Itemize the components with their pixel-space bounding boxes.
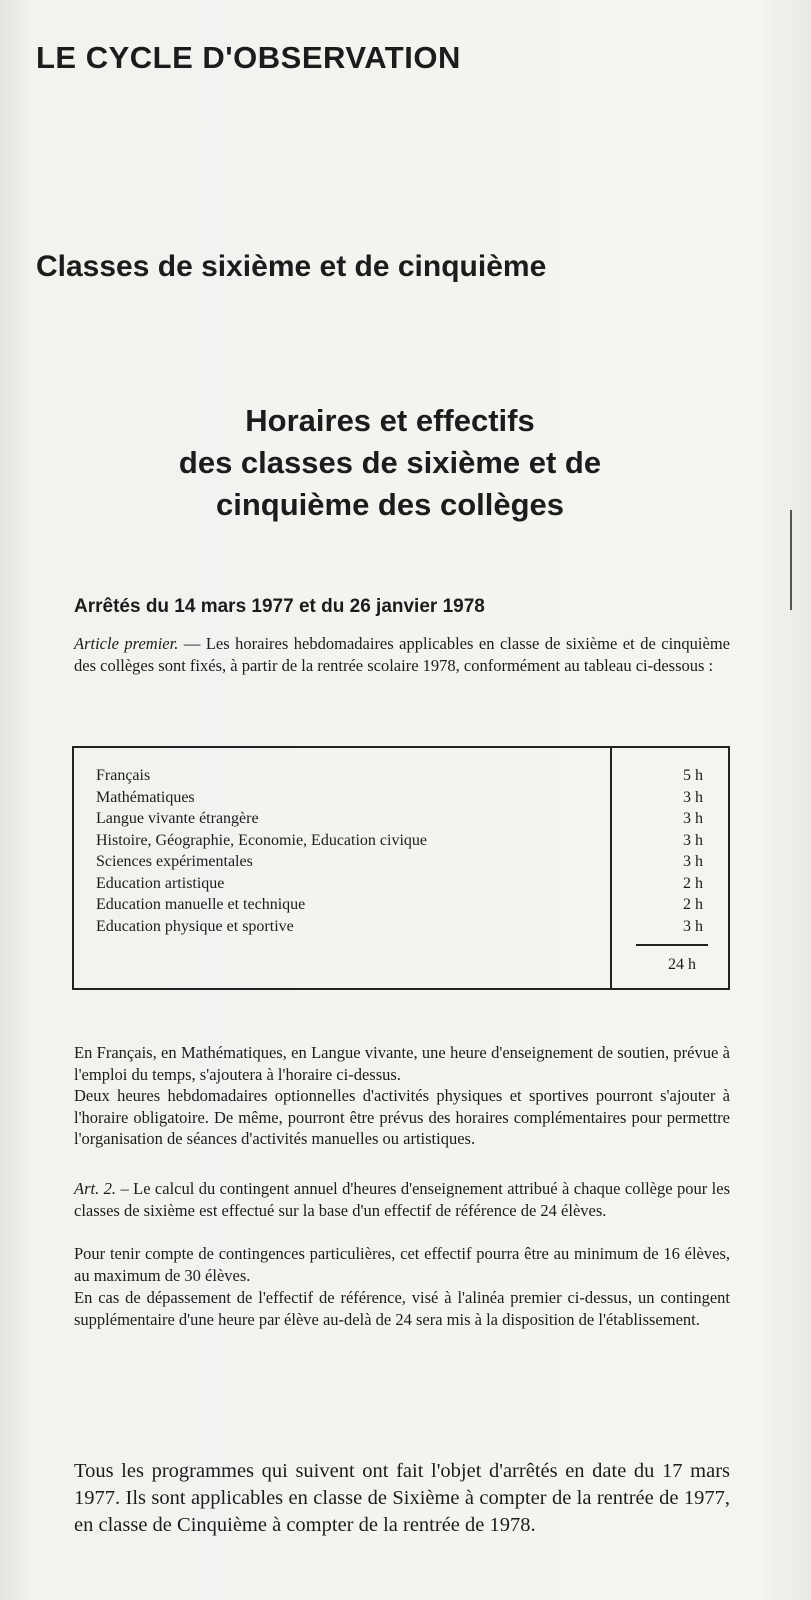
main-heading: LE CYCLE D'OBSERVATION <box>36 40 461 75</box>
conclusion-paragraph: Tous les programmes qui suivent ont fait l'objet d'arrêtés en date du 17 mars 1977. Ils sont applicables en classe de Sixième à compter de la rentrée de 1977, en classe de Cinquième à compter de la rentrée de 1978. <box>74 1460 730 1536</box>
article-2-label: Art. 2. <box>74 1179 117 1198</box>
table-row <box>96 851 716 873</box>
section-heading: Classes de sixième et de cinquième <box>36 250 547 283</box>
subject-cell: Histoire, Géographie, Economie, Education civique <box>96 831 428 849</box>
table-row <box>96 873 716 895</box>
paragraph-depassement: En cas de dépassement de l'effectif de référence, visé à l'alinéa premier ci-dessus, un contingent supplémentaire d'une heure par élève au-delà de 24 sera mis à la disposition de l'établissement. <box>74 1288 730 1329</box>
timetable <box>72 746 730 990</box>
subject-cell: Sciences expérimentales <box>96 853 253 870</box>
subject-cell: Français <box>96 767 151 784</box>
hours-cell: 2 h <box>683 896 703 913</box>
paragraph-optionnelles: Deux heures hebdomadaires optionnelles d'activités physiques et sportives pourront s'ajouter à l'horaire obligatoire. De même, pourront être prévus des horaires complémentaires pour permettre l'organisation de séances d'activités manuelles ou artistiques. <box>74 1086 730 1148</box>
hours-cell: 3 h <box>683 831 703 849</box>
table-row <box>96 916 716 938</box>
paragraph-soutien: En Français, en Mathématiques, en Langue vivante, une heure d'enseignement de soutien, prévue à l'emploi du temps, s'ajoutera à l'horaire ci-dessus. <box>74 1043 730 1084</box>
subject-cell: Education physique et sportive <box>96 917 294 935</box>
table-row <box>96 894 716 916</box>
article-1-text: — Les horaires hebdomadaires applicables en classe de sixième et de cinquième des collèges sont fixés, à partir de la rentrée scolaire 1978, conformément au tableau ci-dessous : <box>74 634 730 675</box>
margin-rule <box>790 510 792 610</box>
timetable-rows <box>96 765 716 937</box>
subject-cell: Mathématiques <box>96 788 195 806</box>
table-row <box>96 830 716 852</box>
subject-cell: Education artistique <box>96 874 225 892</box>
subject-cell: Education manuelle et technique <box>96 896 306 913</box>
hours-cell: 3 h <box>683 917 703 935</box>
total-hours: 24 h <box>668 956 696 973</box>
hours-cell: 3 h <box>683 788 703 806</box>
hours-cell: 3 h <box>683 853 703 870</box>
article-1 <box>74 633 730 677</box>
paragraph-contingences: Pour tenir compte de contingences particulières, cet effectif pourra être au minimum de 16 élèves, au maximum de 30 élèves. <box>74 1244 730 1285</box>
table-row <box>96 787 716 809</box>
decree-heading: Arrêtés du 14 mars 1977 et du 26 janvier 1978 <box>74 596 485 617</box>
table-row <box>96 765 716 787</box>
subject-cell: Langue vivante étrangère <box>96 810 259 827</box>
title-line: des classes de sixième et de <box>178 445 602 480</box>
hours-cell: 5 h <box>683 767 703 784</box>
title-line: cinquième des collèges <box>215 487 565 522</box>
title-line: Horaires et effectifs <box>245 403 535 438</box>
article-2-text: – Le calcul du contingent annuel d'heures d'enseignement attribué à chaque collège pour les classes de sixième est effectué sur la base d'un effectif de référence de 24 élèves. <box>74 1179 730 1220</box>
hours-cell: 2 h <box>683 874 703 892</box>
table-row <box>96 808 716 830</box>
article-2 <box>74 1178 730 1221</box>
article-1-label: Article premier. <box>74 634 179 653</box>
document-title <box>90 400 690 526</box>
total-rule <box>636 944 708 946</box>
hours-cell: 3 h <box>683 810 703 827</box>
